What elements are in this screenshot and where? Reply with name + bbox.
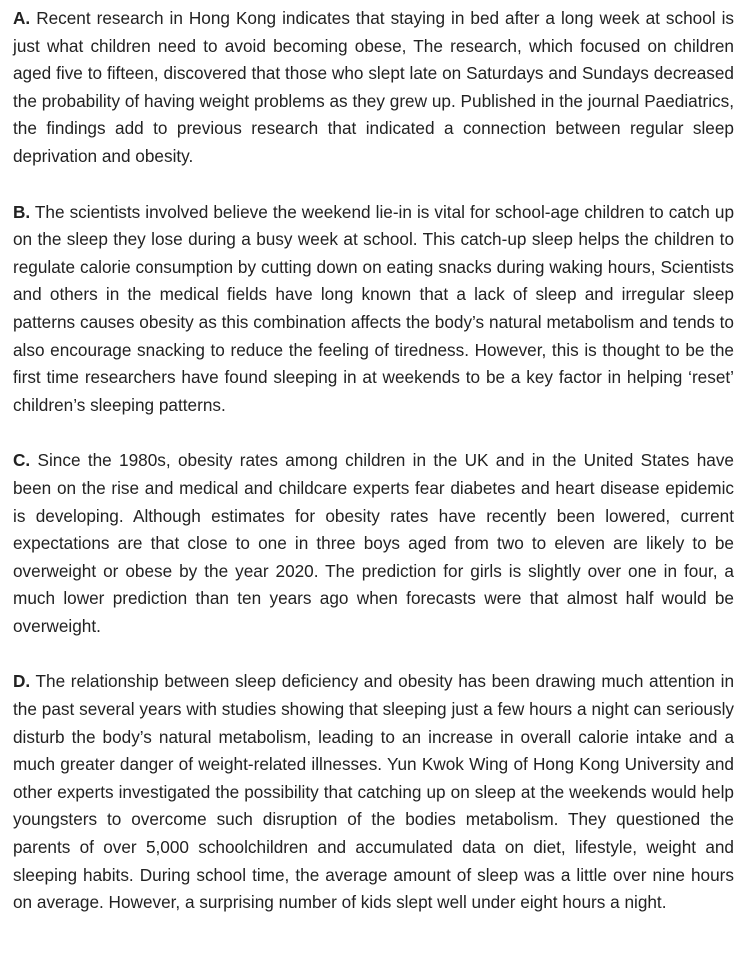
paragraph-a	[13, 5, 734, 171]
document-body	[13, 5, 734, 917]
paragraph-text: The scientists involved believe the weekend lie-in is vital for school-age children to catch up on the sleep they lose during a busy week at school. This catch-up sleep helps the children to regulate calorie consumption by cutting down on eating snacks during waking hours, Scientists and others in the medical fields have long known that a lack of sleep and irregular sleep patterns causes obesity as this combination affects the body’s natural metabolism and tends to also encourage snacking to reduce the feeling of tiredness. However, this is thought to be the first time researchers have found sleeping in at weekends to be a key factor in helping ‘reset’ children’s sleeping patterns.	[13, 201, 735, 415]
paragraph-text: The relationship between sleep deficiency and obesity has been drawing much attention in the past several years with studies showing that sleeping just a few hours a night can seriously disturb the body’s natural metabolism, leading to an increase in overall calorie intake and a much greater danger of weight-related illnesses. Yun Kwok Wing of Hong Kong University and other experts investigated the possibility that catching up on sleep at the weekends would help youngsters to overcome such disruption of the bodies metabolism. They questioned the parents of over 5,000 schoolchildren and accumulated data on diet, lifestyle, weight and sleeping habits. During school time, the average amount of sleep was a little over nine hours on average. However, a surprising number of kids slept well under eight hours a night.	[13, 671, 734, 913]
paragraph-b	[13, 199, 734, 420]
paragraph-label: D.	[13, 671, 31, 692]
paragraph-label: A.	[13, 8, 31, 28]
paragraph-text: Recent research in Hong Kong indicates that staying in bed after a long week at school is just what children need to avoid becoming obese, The research, which focused on children aged five to fifteen, discovered that those who slept late on Saturdays and Sundays decreased the probability of having weight problems as they grew up. Published in the journal Paediatrics, the findings add to previous research that indicated a connection between regular sleep deprivation and obesity.	[13, 8, 734, 166]
paragraph-text: Since the 1980s, obesity rates among children in the UK and in the United States have been on the rise and medical and childcare experts fear diabetes and heart disease epidemic is developing. Although estimates for obesity rates have recently been lowered, current expectations are that close to one in three boys aged from two to eleven are likely to be overweight or obese by the year 2020. The prediction for girls is slightly over one in four, a much lower prediction than ten years ago when forecasts were that almost half would be overweight.	[13, 450, 734, 636]
paragraph-c	[13, 447, 734, 640]
paragraph-label: C.	[13, 450, 31, 471]
paragraph-label: B.	[13, 201, 31, 222]
paragraph-d	[13, 668, 734, 916]
